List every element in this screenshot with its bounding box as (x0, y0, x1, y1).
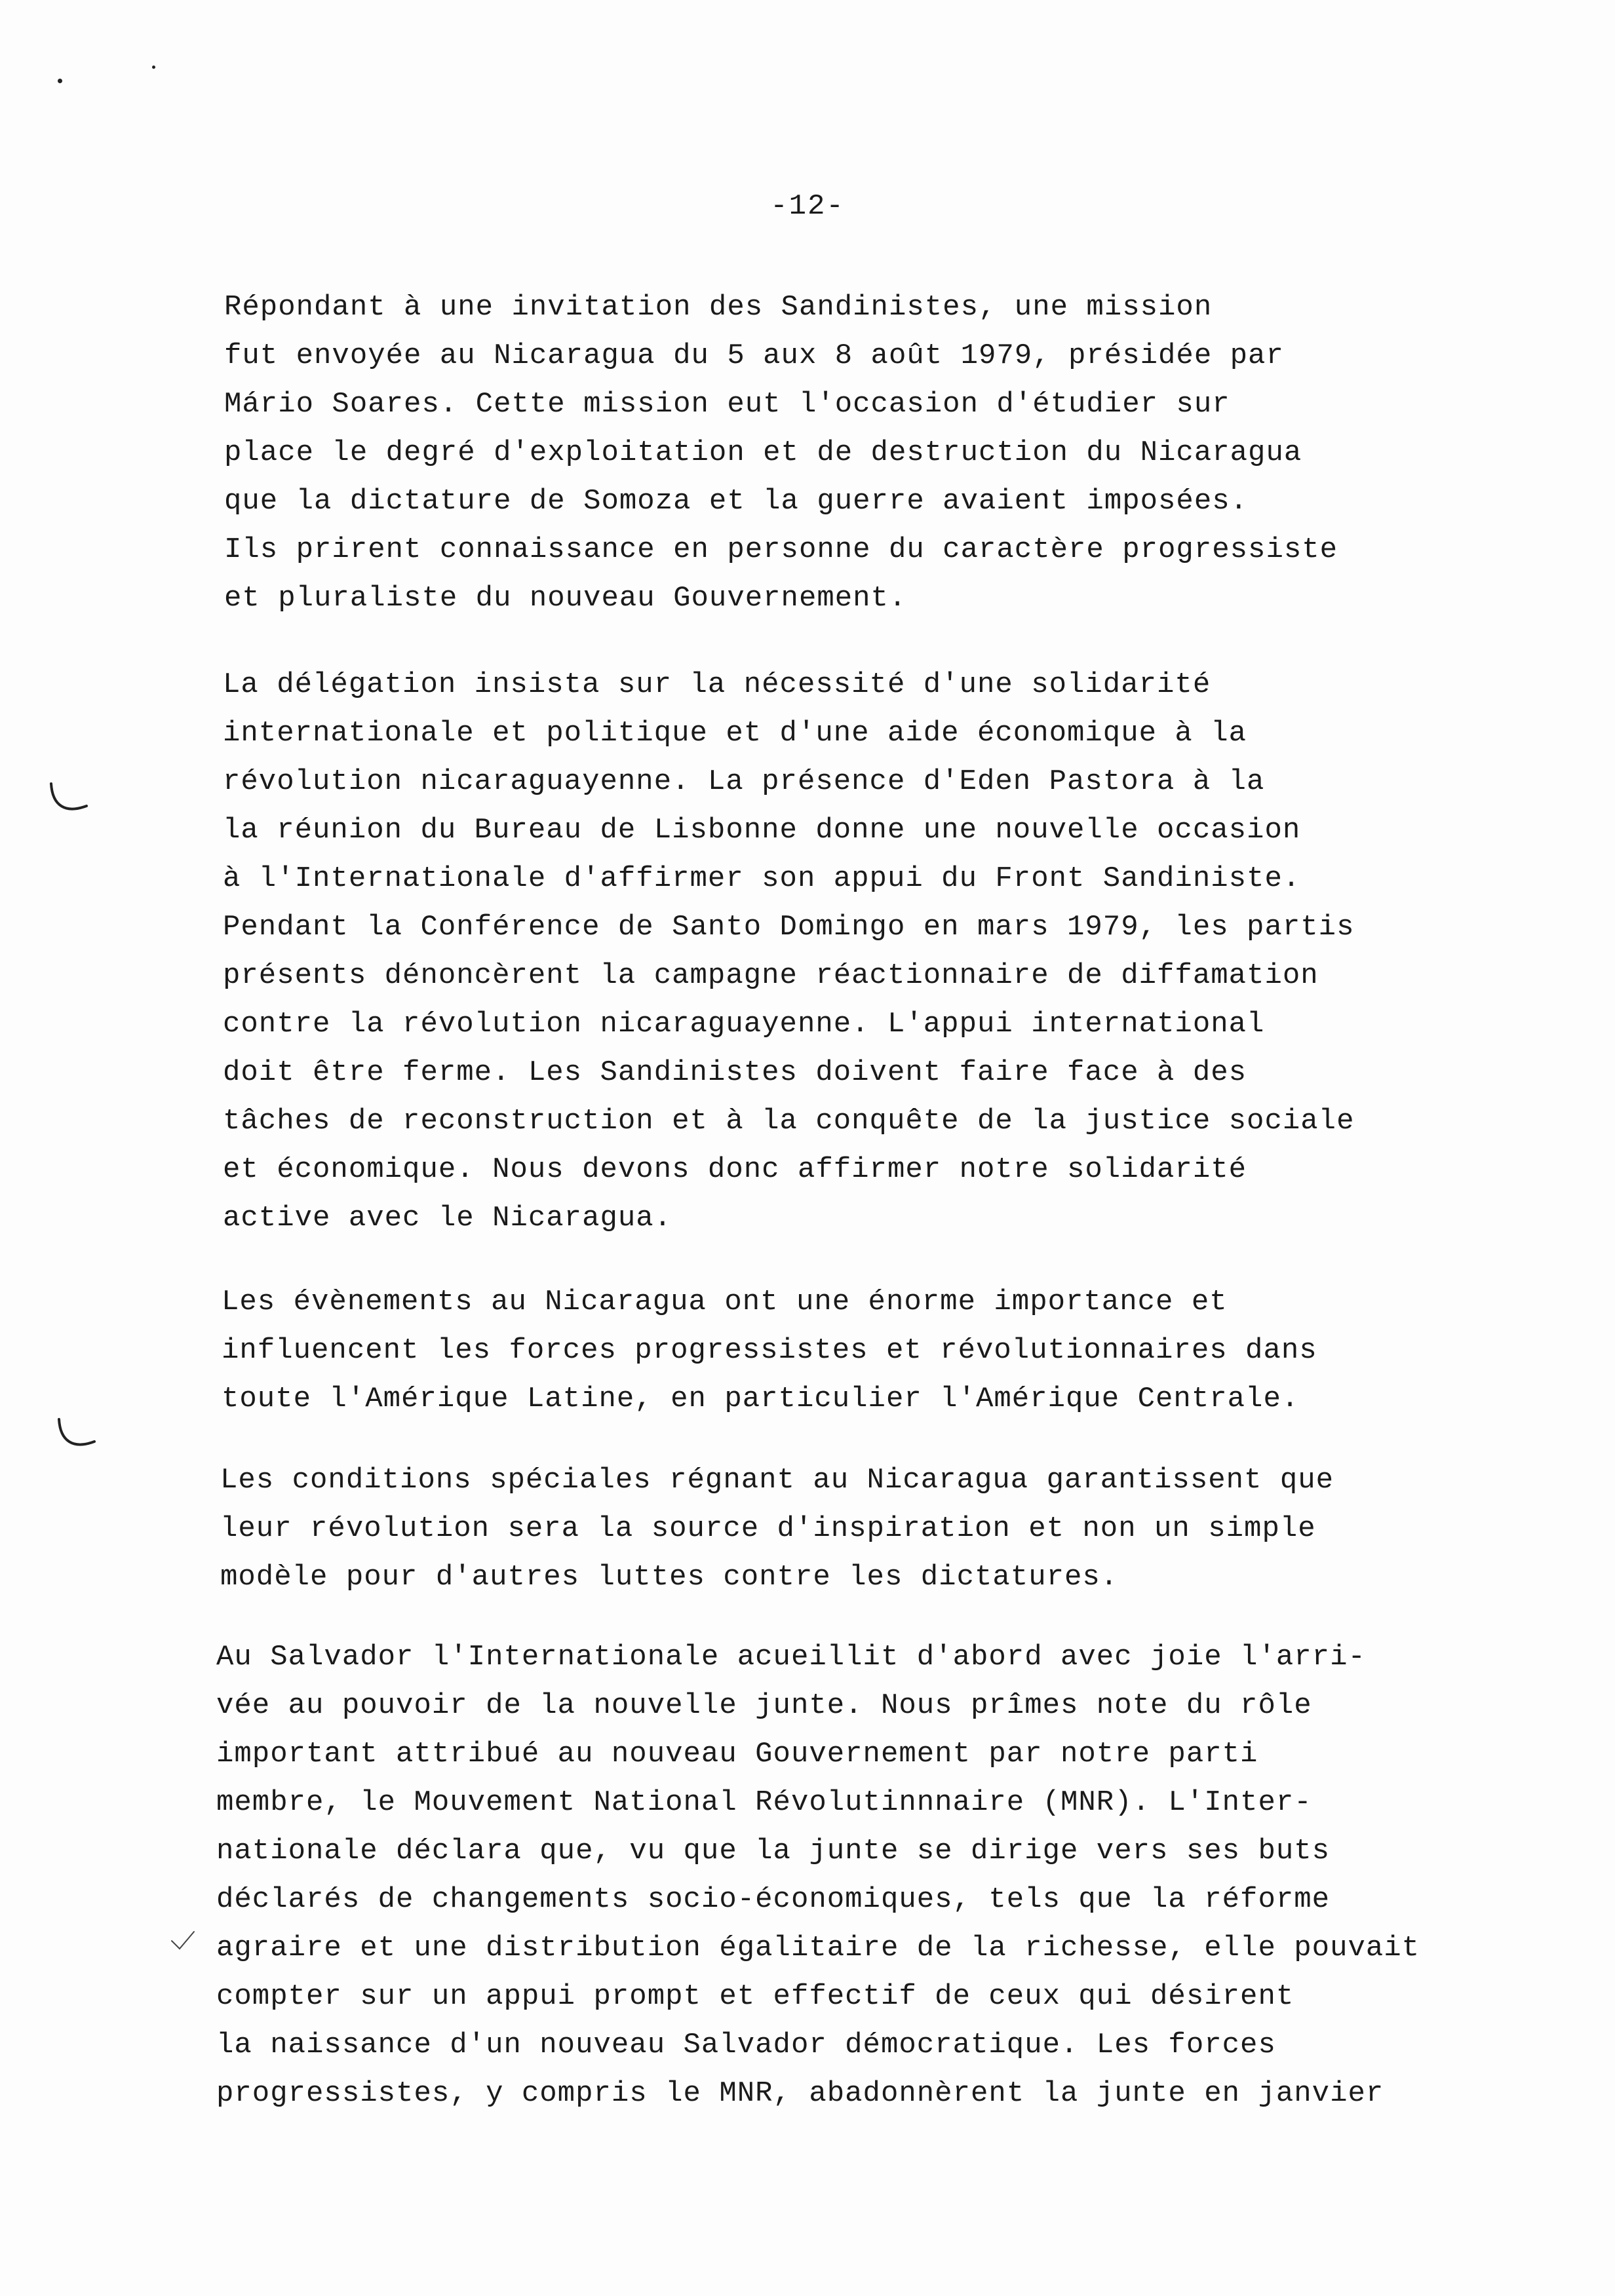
text-line: agraire et une distribution égalitaire de la richesse, elle pouvait (216, 1932, 1420, 1964)
text-line: Mário Soares. Cette mission eut l'occasion d'étudier sur (224, 388, 1230, 421)
text-line: tâches de reconstruction et à la conquête de la justice sociale (223, 1105, 1355, 1138)
paragraph (216, 1633, 1420, 2118)
text-line: Au Salvador l'Internationale acueillit d'abord avec joie l'arri- (216, 1641, 1366, 1674)
text-line: la réunion du Bureau de Lisbonne donne une nouvelle occasion (223, 814, 1301, 847)
text-line: La délégation insista sur la nécessité d'une solidarité (223, 668, 1211, 701)
margin-check-mark (168, 1926, 201, 1959)
text-line: la naissance d'un nouveau Salvador démocratique. Les forces (216, 2029, 1276, 2061)
text-line: fut envoyée au Nicaragua du 5 aux 8 août 1979, présidée par (224, 339, 1284, 372)
scan-speck (152, 66, 155, 69)
text-line: Les évènements au Nicaragua ont une énorme importance et (222, 1286, 1228, 1318)
text-line: nationale déclara que, vu que la junte se dirige vers ses buts (216, 1835, 1331, 1867)
margin-bracket-mark (46, 780, 92, 819)
text-line: leur révolution sera la source d'inspiration et non un simple (220, 1512, 1316, 1545)
text-line: présents dénoncèrent la campagne réactionnaire de diffamation (223, 959, 1319, 992)
text-line: et pluraliste du nouveau Gouvernement. (224, 582, 907, 615)
text-line: Ils prirent connaissance en personne du caractère progressiste (224, 533, 1338, 566)
paragraph (222, 1278, 1317, 1423)
text-line: déclarés de changements socio-économiques, tels que la réforme (216, 1883, 1331, 1916)
text-line: Répondant à une invitation des Sandinistes, une mission (224, 291, 1213, 324)
text-line: révolution nicaraguayenne. La présence d'Eden Pastora à la (223, 765, 1265, 798)
text-line: que la dictature de Somoza et la guerre avaient imposées. (224, 485, 1249, 518)
text-line: toute l'Amérique Latine, en particulier l'Amérique Centrale. (222, 1383, 1300, 1415)
text-line: membre, le Mouvement National Révolutinnnaire (MNR). L'Inter- (216, 1786, 1312, 1819)
text-line: compter sur un appui prompt et effectif de ceux qui désirent (216, 1980, 1294, 2013)
text-line: doit être ferme. Les Sandinistes doivent faire face à des (223, 1056, 1247, 1089)
paragraph (224, 283, 1338, 622)
text-line: et économique. Nous devons donc affirmer notre solidarité (223, 1153, 1247, 1186)
text-line: Les conditions spéciales régnant au Nicaragua garantissent que (220, 1464, 1334, 1497)
text-line: à l'Internationale d'affirmer son appui du Front Sandiniste. (223, 862, 1301, 895)
text-line: active avec le Nicaragua. (223, 1202, 672, 1234)
scan-speck (58, 79, 62, 83)
margin-bracket-mark (54, 1415, 100, 1455)
text-line: contre la révolution nicaraguayenne. L'appui international (223, 1008, 1265, 1041)
text-line: important attribué au nouveau Gouvernement par notre parti (216, 1738, 1258, 1770)
page-number: -12- (770, 190, 845, 223)
text-line: progressistes, y compris le MNR, abadonnèrent la junte en janvier (216, 2077, 1384, 2110)
text-line: modèle pour d'autres luttes contre les dictatures. (220, 1561, 1119, 1594)
text-line: internationale et politique et d'une aide économique à la (223, 717, 1247, 750)
text-line: influencent les forces progressistes et révolutionnaires dans (222, 1334, 1317, 1367)
paragraph (220, 1456, 1334, 1601)
text-line: vée au pouvoir de la nouvelle junte. Nous prîmes note du rôle (216, 1689, 1312, 1722)
paragraph (223, 660, 1354, 1242)
text-line: Pendant la Conférence de Santo Domingo en mars 1979, les partis (223, 911, 1355, 944)
text-line: place le degré d'exploitation et de destruction du Nicaragua (224, 436, 1302, 469)
